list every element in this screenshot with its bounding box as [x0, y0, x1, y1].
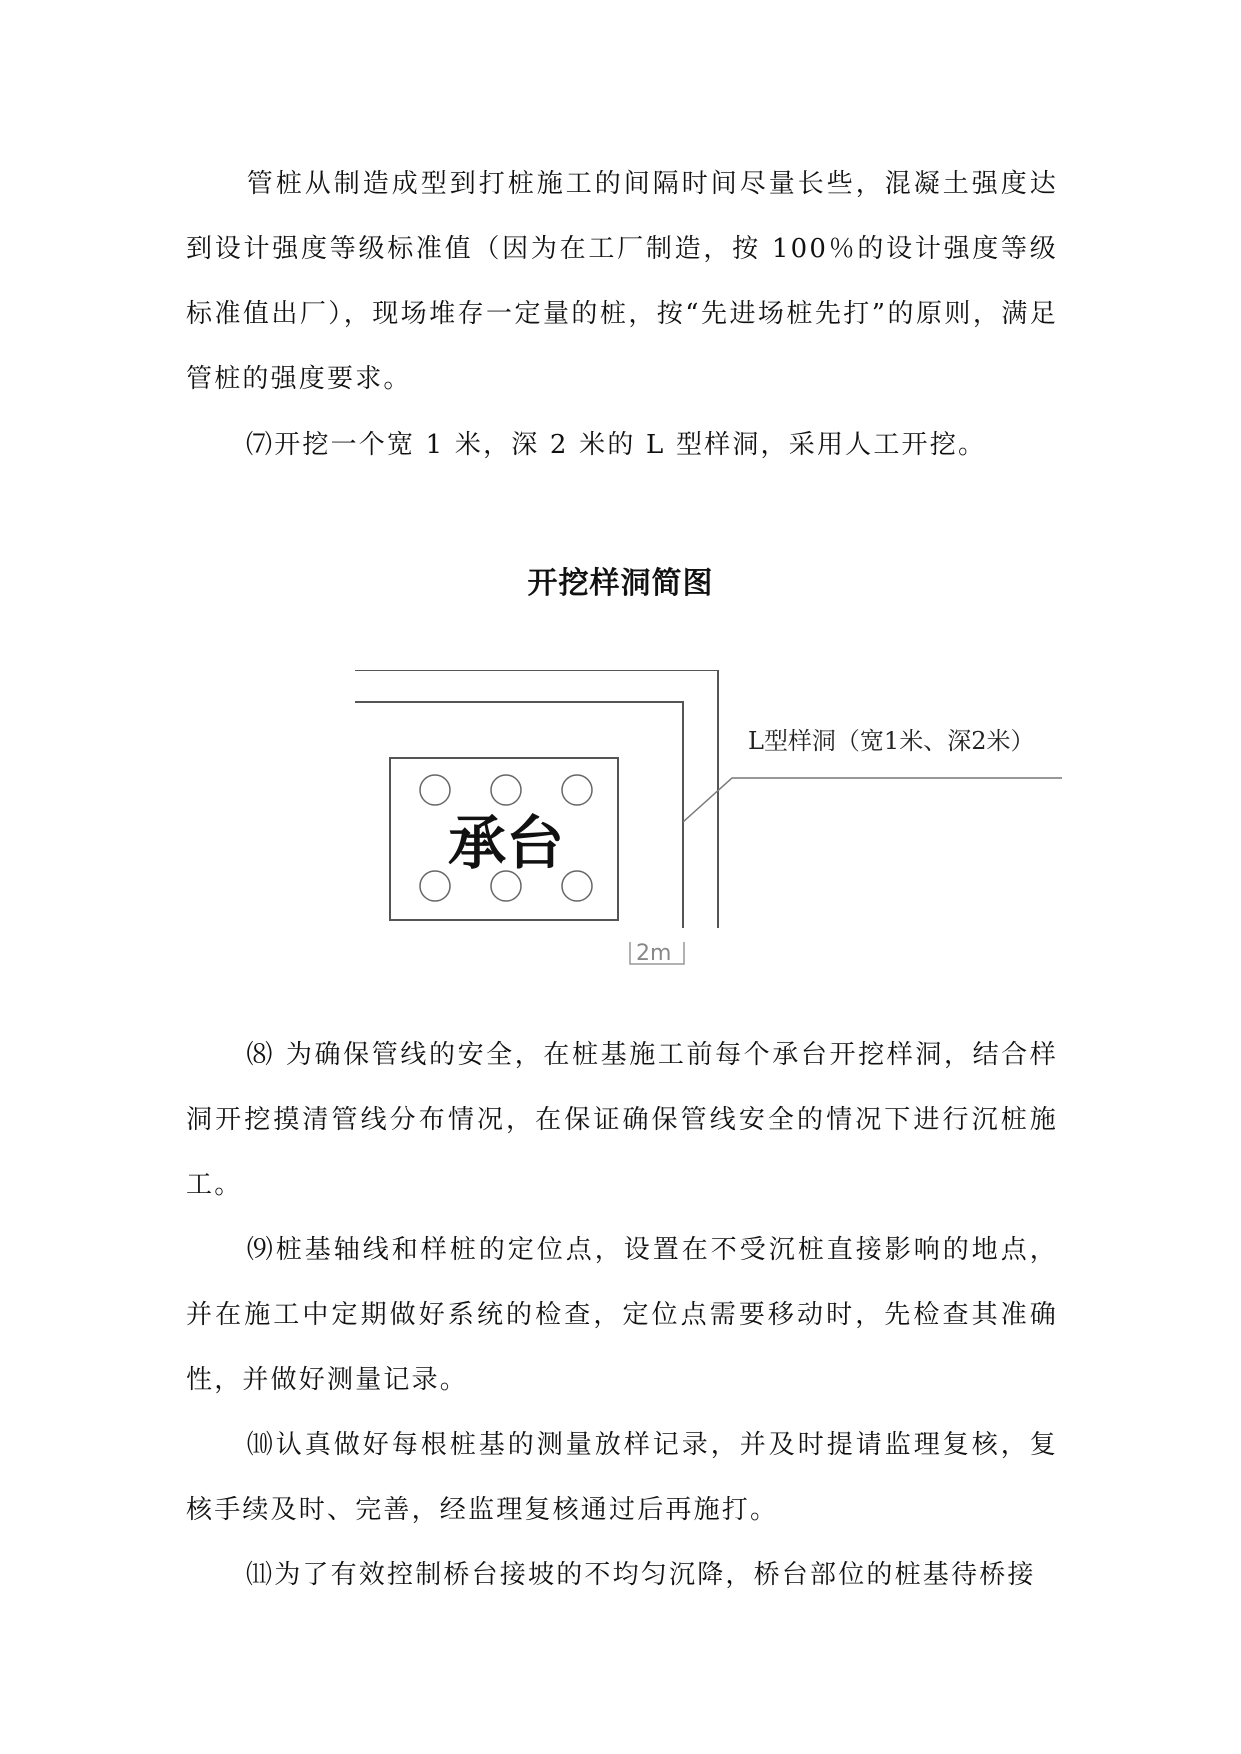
- callout-label: L型样洞（宽1米、深2米）: [748, 727, 1035, 755]
- pile-cap-label: 承台: [448, 809, 565, 877]
- paragraph-text: ⑻ 为确保管线的安全，在桩基施工前每个承台开挖样洞，结合样洞开挖摸清管线分布情况，在保证确保管线安全的情况下进行沉桩施工。: [186, 1040, 1058, 1200]
- paragraph-pile-strength: [186, 152, 1058, 412]
- diagram-svg: [340, 670, 1080, 980]
- pile-circle: [420, 871, 450, 901]
- paragraph-item-11: [186, 1543, 1058, 1608]
- paragraph-text: ⑾为了有效控制桥台接坡的不均匀沉降，桥台部位的桩基待桥接: [246, 1560, 1036, 1590]
- pile-circle: [420, 775, 450, 805]
- diagram-title: 开挖样洞简图: [527, 566, 714, 601]
- trial-pit-diagram: [340, 670, 1080, 980]
- paragraph-item-8: [186, 1023, 1058, 1218]
- pile-circle: [562, 775, 592, 805]
- paragraph-item-10: [186, 1413, 1058, 1543]
- pile-circle: [491, 775, 521, 805]
- callout-leader-line: [683, 778, 1062, 822]
- paragraph-text: 管桩从制造成型到打桩施工的间隔时间尽量长些，混凝土强度达到设计强度等级标准值（因为在工厂制造，按 100％的设计强度等级标准值出厂），现场堆存一定量的桩，按“先进场桩先打”的原则，满足管桩的强度要求。: [186, 169, 1058, 394]
- paragraph-text: ⑼桩基轴线和样桩的定位点，设置在不受沉桩直接影响的地点，并在施工中定期做好系统的检查，定位点需要移动时，先检查其准确性，并做好测量记录。: [186, 1235, 1058, 1395]
- paragraph-text: ⑽认真做好每根桩基的测量放样记录，并及时提请监理复核，复核手续及时、完善，经监理复核通过后再施打。: [186, 1430, 1058, 1525]
- paragraph-item-7: [186, 413, 1058, 478]
- paragraph-text: ⑺开挖一个宽 1 米，深 2 米的 L 型样洞，采用人工开挖。: [246, 430, 987, 460]
- paragraph-item-9: [186, 1218, 1058, 1413]
- pit-outer-edge: [355, 670, 718, 928]
- dimension-label: 2m: [636, 941, 672, 966]
- pile-circle: [562, 871, 592, 901]
